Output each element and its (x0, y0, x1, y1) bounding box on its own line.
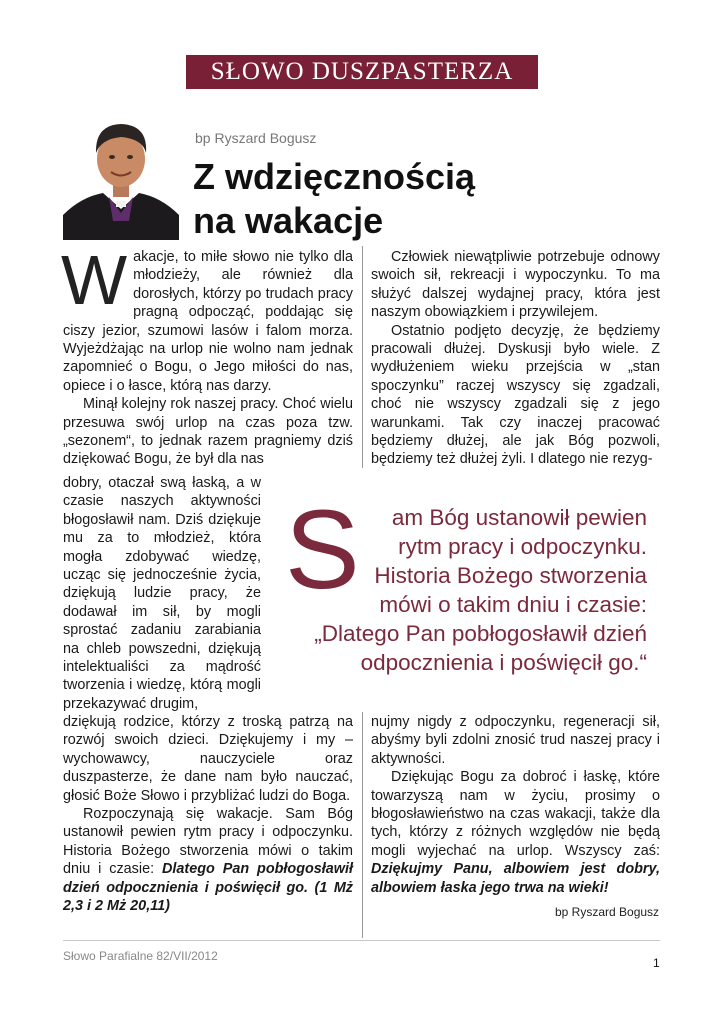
left-column-top (61, 241, 353, 469)
signature: bp Ryszard Bogusz (555, 905, 660, 919)
column-rule-bottom (362, 712, 363, 938)
page-number: 1 (653, 956, 660, 970)
paragraph (63, 805, 353, 915)
pull-quote-drop-cap: S (285, 487, 360, 612)
paragraph: dziękują rodzice, którzy z troską patrzą na rozwój swoich dzieci. Dziękujemy i my – wychowawcy, nauczyciele oraz duszpasterze, że dane nam było nauczać, głosić Boże Słowo i przybliżać ludzi do Boga. (63, 714, 353, 804)
pull-quote (285, 487, 647, 677)
paragraph-text: Rozpoczynają się wakacje. Sam Bóg ustanowił pewien rytm pracy i odpoczynku. Historia Bożego stworzenia mówi o takim dniu i czasie: (63, 806, 353, 878)
title-line-2: na wakacje (193, 200, 384, 241)
column-rule-top (362, 246, 363, 468)
left-column-bottom (63, 713, 353, 915)
paragraph: nujmy nigdy z odpoczynku, regeneracji sił, abyśmy byli zdolni znosić trud naszej pracy i aktywności. (371, 714, 660, 767)
title-line-1: Z wdzięcznością (193, 156, 476, 197)
author-photo (63, 117, 179, 240)
paragraph (61, 241, 353, 395)
paragraph-text: Dziękując Bogu za dobroć i łaskę, które towarzyszą nam w życiu, prosimy o błogosławieństwo na czas wakacji, także dla tych, którzy z różnych względów nie będą mogli wyjechać na urlop. Wszyscy zaś: (371, 769, 660, 859)
footer-divider (63, 940, 660, 941)
article-title (193, 155, 573, 243)
paragraph: Ostatnio podjęto decyzję, że będziemy pracowali dłużej. Dyskusji było wiele. Z wydłużeniem wieku przejścia w „stan spoczynku” raczej wszyscy się zgadzali, choć nie wszyscy zgadzali się z jego warunkami. Tak czy inaczej pracować będziemy dłużej, ale jak Bóg pozwoli, będziemy też dłużej żyli. I dlatego nie rezyg- (371, 322, 660, 468)
pull-quote-text: am Bóg ustanowił pewien rytm pracy i odpoczynku. Historia Bożego stworzenia mówi o takim dniu i czasie: „Dlatego Pan pobłogosławił dzień odpocznienia i poświęcił go.“ (314, 505, 647, 675)
paragraph: dobry, otaczał swą łaską, a w czasie naszych aktywności błogosławił nam. Dziś dziękuje mu za to młodzież, która mogła zdobywać wiedzę, ucząc się jednocześnie życia, dziękują ludzie pracy, że dodawał im sił, by mogli sprostać zadaniu zarabiania na chleb powszedni, dziękują intelektualiści za mądrość tworzenia i wiedzę, którą mogli przekazywać drugim, (63, 475, 261, 712)
right-column-bottom (371, 713, 660, 897)
paragraph: Minął kolejny rok naszej pracy. Choć wielu przesuwa swój urlop na czas poza tzw. „sezonem“, to jednak razem pragniemy dziś dziękować Bogu, że był dla nas (63, 396, 353, 468)
paragraph-text: akacje, to miłe słowo nie tylko dla młodzieży, ale również dla dorosłych, którzy po trudach pracy pragną odpocząć, poddając się ciszy jezior, szumowi lasów i falom morza. Wyjeżdżając na urlop nie wolno nam jednak zapomnieć o Bogu, o Jego miłości do nas, opiece i o łasce, którą nas darzy. (63, 249, 353, 394)
bible-quote: Dziękujmy Panu, albowiem jest dobry, albowiem łaska jego trwa na wieki! (371, 861, 660, 896)
section-banner: SŁOWO DUSZPASTERZA (186, 55, 538, 89)
paragraph: Człowiek niewątpliwie potrzebuje odnowy swoich sił, rekreacji i wypoczynku. To ma służyć dalszej wydajnej pracy, która jest naszym obowiązkiem i przywilejem. (371, 249, 660, 321)
footer-publication: Słowo Parafialne 82/VII/2012 (63, 949, 218, 963)
left-column-narrow (63, 474, 261, 713)
drop-cap: W (61, 241, 128, 319)
bible-quote: Dlatego Pan pobłogosławił dzień odpocznienia i poświęcił go. (1 Mż 2,3 i 2 Mż 20,11) (63, 861, 353, 915)
article-author: bp Ryszard Bogusz (195, 130, 317, 146)
paragraph (371, 768, 660, 897)
right-column-top (371, 248, 660, 469)
